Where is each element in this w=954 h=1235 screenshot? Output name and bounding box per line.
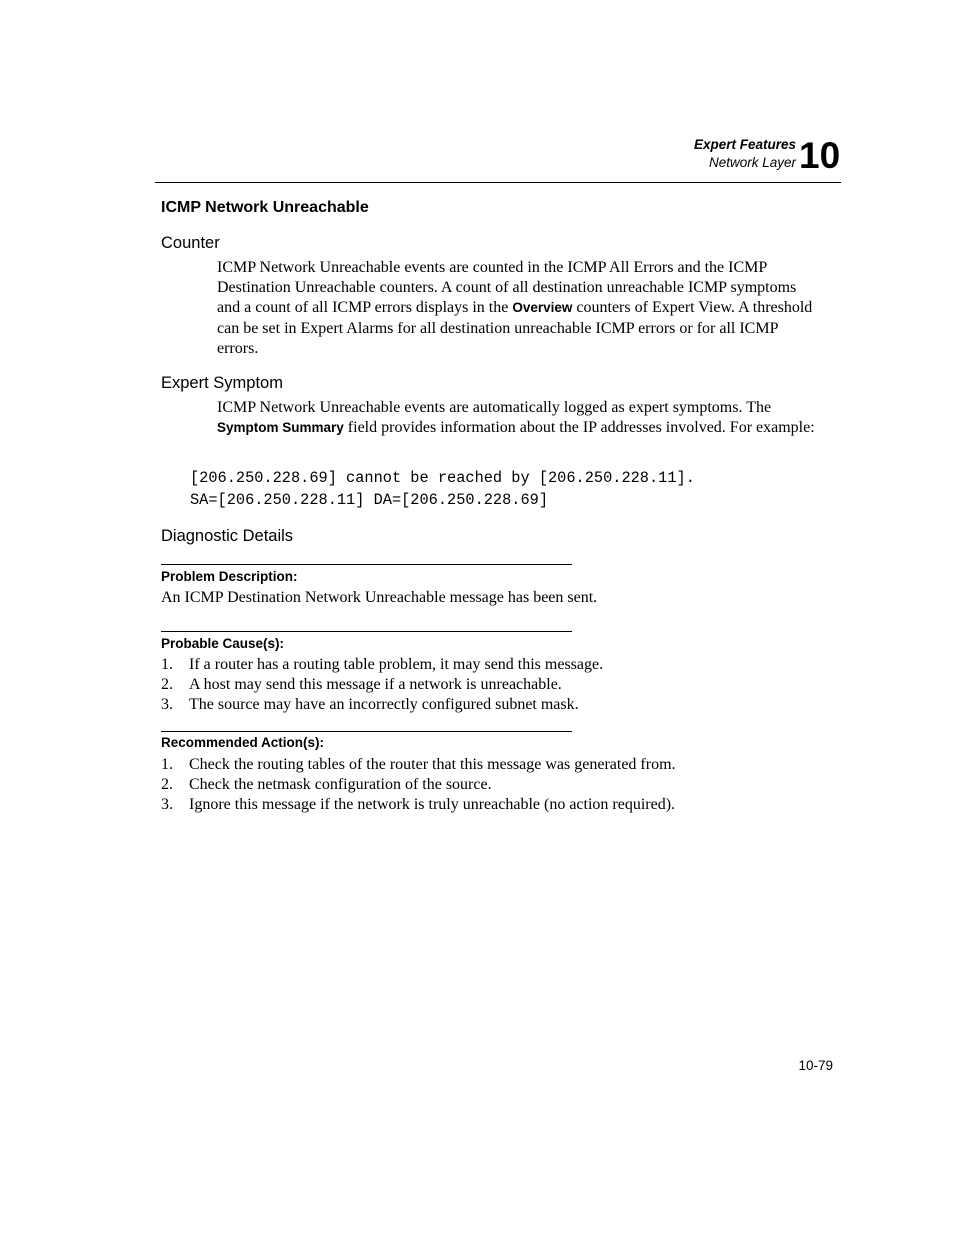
list-item-number: 3.: [161, 796, 173, 814]
header-rule: [155, 182, 841, 183]
symptom-text-2: field provides information about the IP addresses involved. For example:: [343, 419, 815, 437]
expert-symptom-paragraph: [217, 398, 817, 438]
expert-symptom-heading: Expert Symptom: [161, 374, 283, 392]
example-code-line-1: [206.250.228.69] cannot be reached by [206.250.228.11].: [190, 469, 695, 487]
counter-text-2: counters of Expert View. A threshold can be set in Expert Alarms for all destination unreachable ICMP errors or for all ICMP errors.: [217, 299, 813, 357]
list-item-number: 2.: [161, 676, 173, 694]
counter-paragraph: [217, 258, 817, 359]
symptom-summary-term: Symptom Summary: [217, 420, 344, 436]
overview-term: Overview: [512, 300, 573, 316]
running-header-section-title: Network Layer: [708, 155, 796, 170]
page-number: 10-79: [798, 1058, 833, 1073]
problem-description-text: An ICMP Destination Network Unreachable message has been sent.: [161, 589, 598, 606]
probable-causes-label: Probable Cause(s):: [161, 636, 285, 651]
causes-divider: [161, 631, 572, 632]
problem-description-label: Problem Description:: [161, 569, 298, 584]
list-item-text: Ignore this message if the network is truly unreachable (no action required).: [189, 796, 676, 814]
diagnostic-details-heading: Diagnostic Details: [161, 527, 294, 545]
running-header-chapter-title: Expert Features: [693, 137, 796, 152]
list-item-number: 1.: [161, 656, 173, 673]
list-item-number: 1.: [161, 756, 173, 773]
actions-divider: [161, 731, 572, 732]
symptom-text-1: ICMP Network Unreachable events are automatically logged as expert symptoms. The: [217, 399, 772, 416]
recommended-actions-label: Recommended Action(s):: [161, 735, 325, 750]
list-item-number: 2.: [161, 776, 173, 794]
problem-divider: [161, 564, 572, 565]
list-item-text: The source may have an incorrectly configured subnet mask.: [189, 696, 579, 714]
counter-heading: Counter: [161, 234, 220, 252]
example-code-line-2: SA=[206.250.228.11] DA=[206.250.228.69]: [190, 491, 549, 509]
counter-text-1: ICMP Network Unreachable events are counted in the ICMP All Errors and the ICMP Destination Unreachable counters. A count of all destination unreachable ICMP symptoms and a count of all ICMP errors displays in the: [217, 259, 797, 317]
list-item-text: If a router has a routing table problem, it may send this message.: [189, 656, 604, 673]
list-item-text: Check the netmask configuration of the source.: [189, 776, 492, 794]
list-item-text: A host may send this message if a network is unreachable.: [189, 676, 562, 694]
list-item-text: Check the routing tables of the router that this message was generated from.: [189, 756, 676, 773]
section-title: ICMP Network Unreachable: [161, 199, 369, 216]
list-item-number: 3.: [161, 696, 173, 714]
chapter-number: 10: [799, 135, 841, 176]
